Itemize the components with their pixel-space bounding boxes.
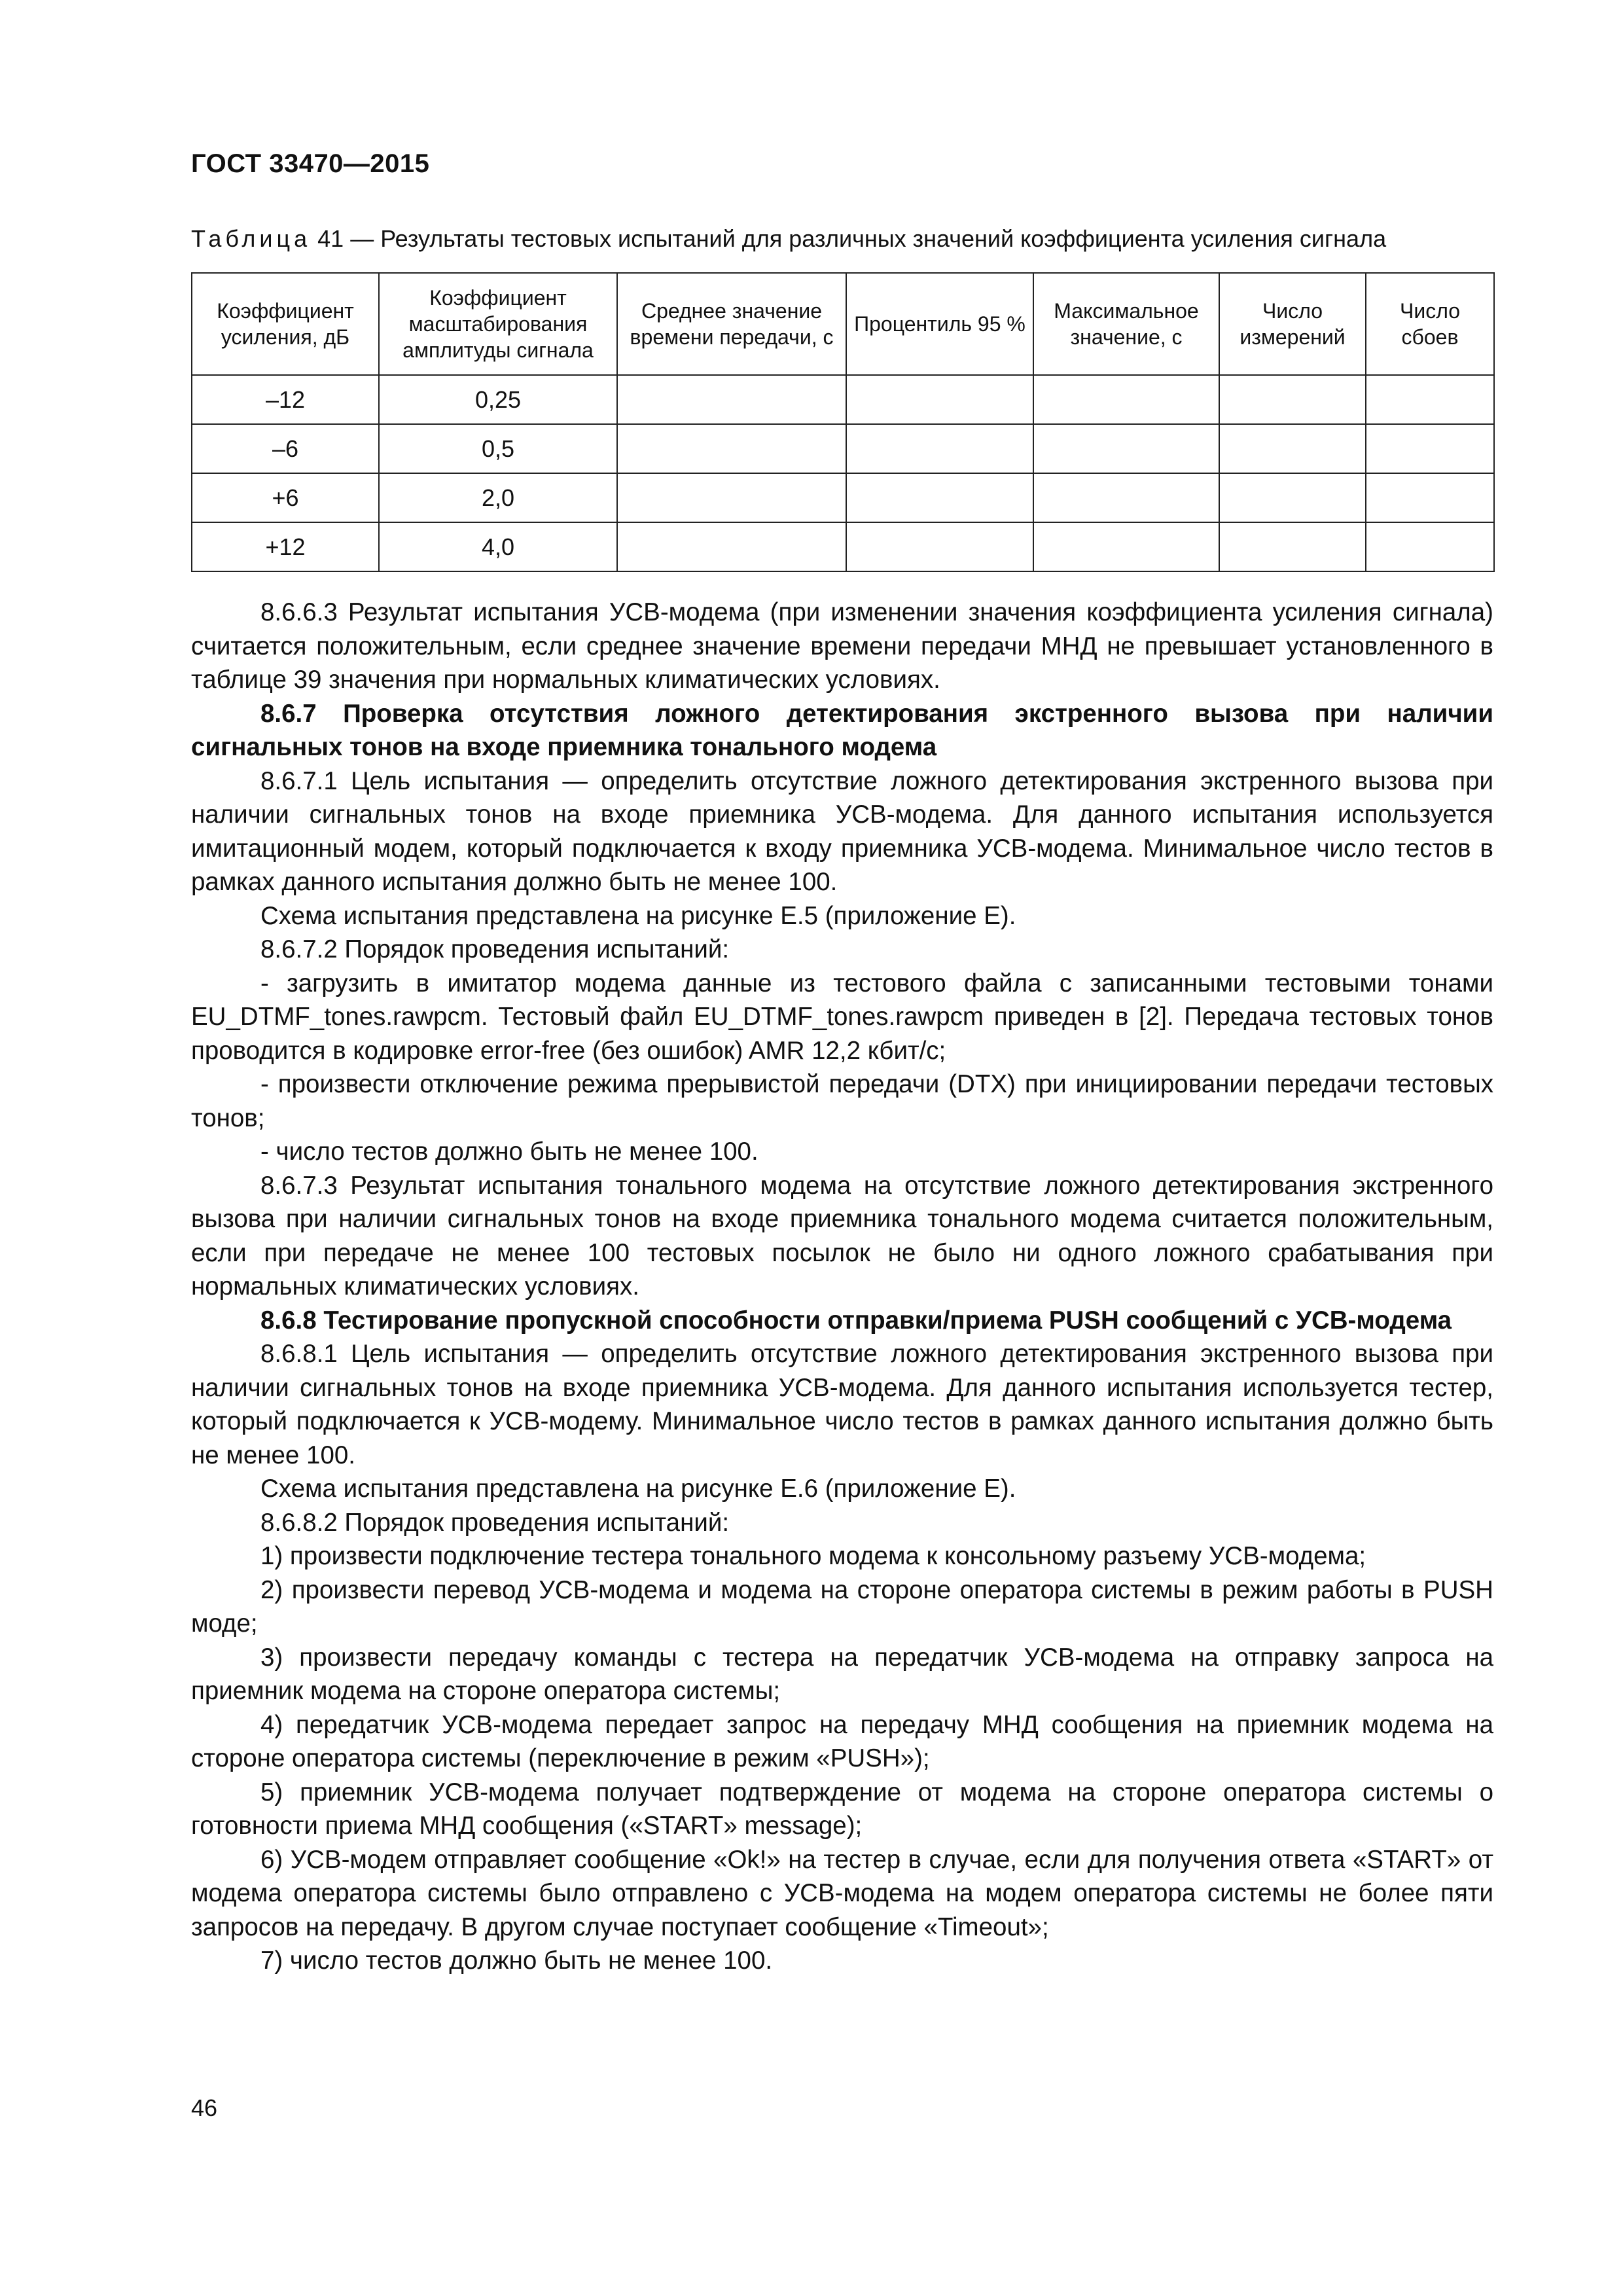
paragraph-8-6-7-2: 8.6.7.2 Порядок проведения испытаний: <box>260 935 730 963</box>
table-caption <box>191 225 1493 253</box>
column-header-mean-time: Среднее значение времени передачи, с <box>617 273 846 375</box>
table-row <box>192 522 1494 571</box>
cell-count <box>1219 473 1366 522</box>
cell-gain: –6 <box>192 424 379 473</box>
list-item: - число тестов должно быть не менее 100. <box>260 1138 758 1166</box>
cell-max <box>1033 375 1219 424</box>
column-header-max: Максимальное значение, с <box>1033 273 1219 375</box>
paragraph-8-6-7-1: 8.6.7.1 Цель испытания — определить отсутствие ложного детектирования экстренного вызова при наличии сигнальных тонов на входе приемника УСВ-модема. Для данного испытания используется имитационный модем, который подключается к входу приемника УСВ-модема. Минимальное число тестов в рамках данного испытания должно быть не менее 100. <box>191 766 1493 896</box>
column-header-gain: Коэффициент усиления, дБ <box>192 273 379 375</box>
cell-count <box>1219 375 1366 424</box>
paragraph-8-6-7-3: 8.6.7.3 Результат испытания тонального модема на отсутствие ложного детектирования экстренного вызова при наличии сигнальных тонов на входе приемника тонального модема считается положительным, если при передаче не менее 100 тестовых посылок не было ни одного ложного срабатывания при нормальных климатических условиях. <box>191 1171 1493 1300</box>
cell-gain: +12 <box>192 522 379 571</box>
results-table <box>191 272 1495 572</box>
paragraph-8-6-8-1: 8.6.8.1 Цель испытания — определить отсутствие ложного детектирования экстренного вызова при наличии сигнальных тонов на входе приемника УСВ-модема. Для данного испытания используется тестер, который подключается к УСВ-модему. Минимальное число тестов в рамках данного испытания должно быть не менее 100. <box>191 1340 1493 1469</box>
paragraph-8-6-6-3: 8.6.6.3 Результат испытания УСВ-модема (при изменении значения коэффициента усиления сигнала) считается положительным, если среднее значение времени передачи МНД не превышает установленного в таблице 39 значения при нормальных климатических условиях. <box>191 598 1493 694</box>
paragraph-8-6-8-2: 8.6.8.2 Порядок проведения испытаний: <box>260 1508 730 1537</box>
cell-gain: +6 <box>192 473 379 522</box>
cell-max <box>1033 473 1219 522</box>
cell-gain: –12 <box>192 375 379 424</box>
column-header-percentile: Процентиль 95 % <box>846 273 1033 375</box>
cell-scale: 0,25 <box>379 375 617 424</box>
table-header-row <box>192 273 1494 375</box>
cell-p95 <box>846 522 1033 571</box>
list-item: - загрузить в имитатор модема данные из тестового файла с записанными тестовыми тонами EU_DTMF_tones.rawpcm. Тестовый файл EU_DTMF_tones.rawpcm приведен в [2]. Передача тестовых тонов проводится в кодировке error-free (без ошибок) AMR 12,2 кбит/с; <box>191 969 1493 1065</box>
table-caption-prefix: Таблица <box>191 225 312 252</box>
table-row <box>192 473 1494 522</box>
cell-fails <box>1366 375 1494 424</box>
list-item: 5) приемник УСВ-модема получает подтверждение от модема на стороне оператора системы о готовности приема МНД сообщения («START» message); <box>191 1778 1493 1840</box>
cell-p95 <box>846 375 1033 424</box>
list-item: 4) передатчик УСВ-модема передает запрос на передачу МНД сообщения на приемник модема на стороне оператора системы (переключение в режим «PUSH»); <box>191 1710 1493 1772</box>
paragraph-scheme-e6: Схема испытания представлена на рисунке Е.6 (приложение Е). <box>260 1475 1016 1503</box>
cell-fails <box>1366 473 1494 522</box>
cell-p95 <box>846 424 1033 473</box>
section-heading-8-6-7: 8.6.7 Проверка отсутствия ложного детектирования экстренного вызова при наличии сигнальных тонов на входе приемника тонального модема <box>191 699 1493 761</box>
section-heading-8-6-8: 8.6.8 Тестирование пропускной способности отправки/приема PUSH сообщений с УСВ-модема <box>260 1306 1452 1335</box>
cell-fails <box>1366 424 1494 473</box>
cell-mean <box>617 473 846 522</box>
cell-max <box>1033 424 1219 473</box>
list-item: 7) число тестов должно быть не менее 100. <box>260 1946 773 1975</box>
list-item: 1) произвести подключение тестера тонального модема к консольному разъему УСВ-модема; <box>260 1542 1366 1570</box>
cell-mean <box>617 424 846 473</box>
list-item: 3) произвести передачу команды с тестера на передатчик УСВ-модема на отправку запроса на приемник модема на стороне оператора системы; <box>191 1643 1493 1705</box>
cell-fails <box>1366 522 1494 571</box>
cell-count <box>1219 424 1366 473</box>
column-header-count: Число измерений <box>1219 273 1366 375</box>
cell-scale: 4,0 <box>379 522 617 571</box>
cell-mean <box>617 375 846 424</box>
paragraph-scheme-e5: Схема испытания представлена на рисунке Е.5 (приложение Е). <box>260 901 1016 930</box>
column-header-scale: Коэффициент масштабирования амплитуды сигнала <box>379 273 617 375</box>
table-caption-text: 41 — Результаты тестовых испытаний для различных значений коэффициента усиления сигнала <box>311 225 1387 252</box>
document-code: ГОСТ 33470—2015 <box>191 149 430 178</box>
cell-mean <box>617 522 846 571</box>
cell-p95 <box>846 473 1033 522</box>
cell-scale: 0,5 <box>379 424 617 473</box>
table-row <box>192 424 1494 473</box>
list-item: 6) УСВ-модем отправляет сообщение «Ok!» на тестер в случае, если для получения ответа «START» от модема оператора системы было отправлено с УСВ-модема на модем оператора системы не более пяти запросов на передачу. В другом случае поступает сообщение «Timeout»; <box>191 1845 1493 1941</box>
list-item: 2) произвести перевод УСВ-модема и модема на стороне оператора системы в режим работы в PUSH моде; <box>191 1575 1493 1638</box>
column-header-fails: Число сбоев <box>1366 273 1494 375</box>
page-number: 46 <box>191 2094 218 2121</box>
table-row <box>192 375 1494 424</box>
cell-max <box>1033 522 1219 571</box>
list-item: - произвести отключение режима прерывистой передачи (DTX) при инициировании передачи тестовых тонов; <box>191 1070 1493 1132</box>
body-text <box>191 596 1493 1978</box>
cell-count <box>1219 522 1366 571</box>
cell-scale: 2,0 <box>379 473 617 522</box>
